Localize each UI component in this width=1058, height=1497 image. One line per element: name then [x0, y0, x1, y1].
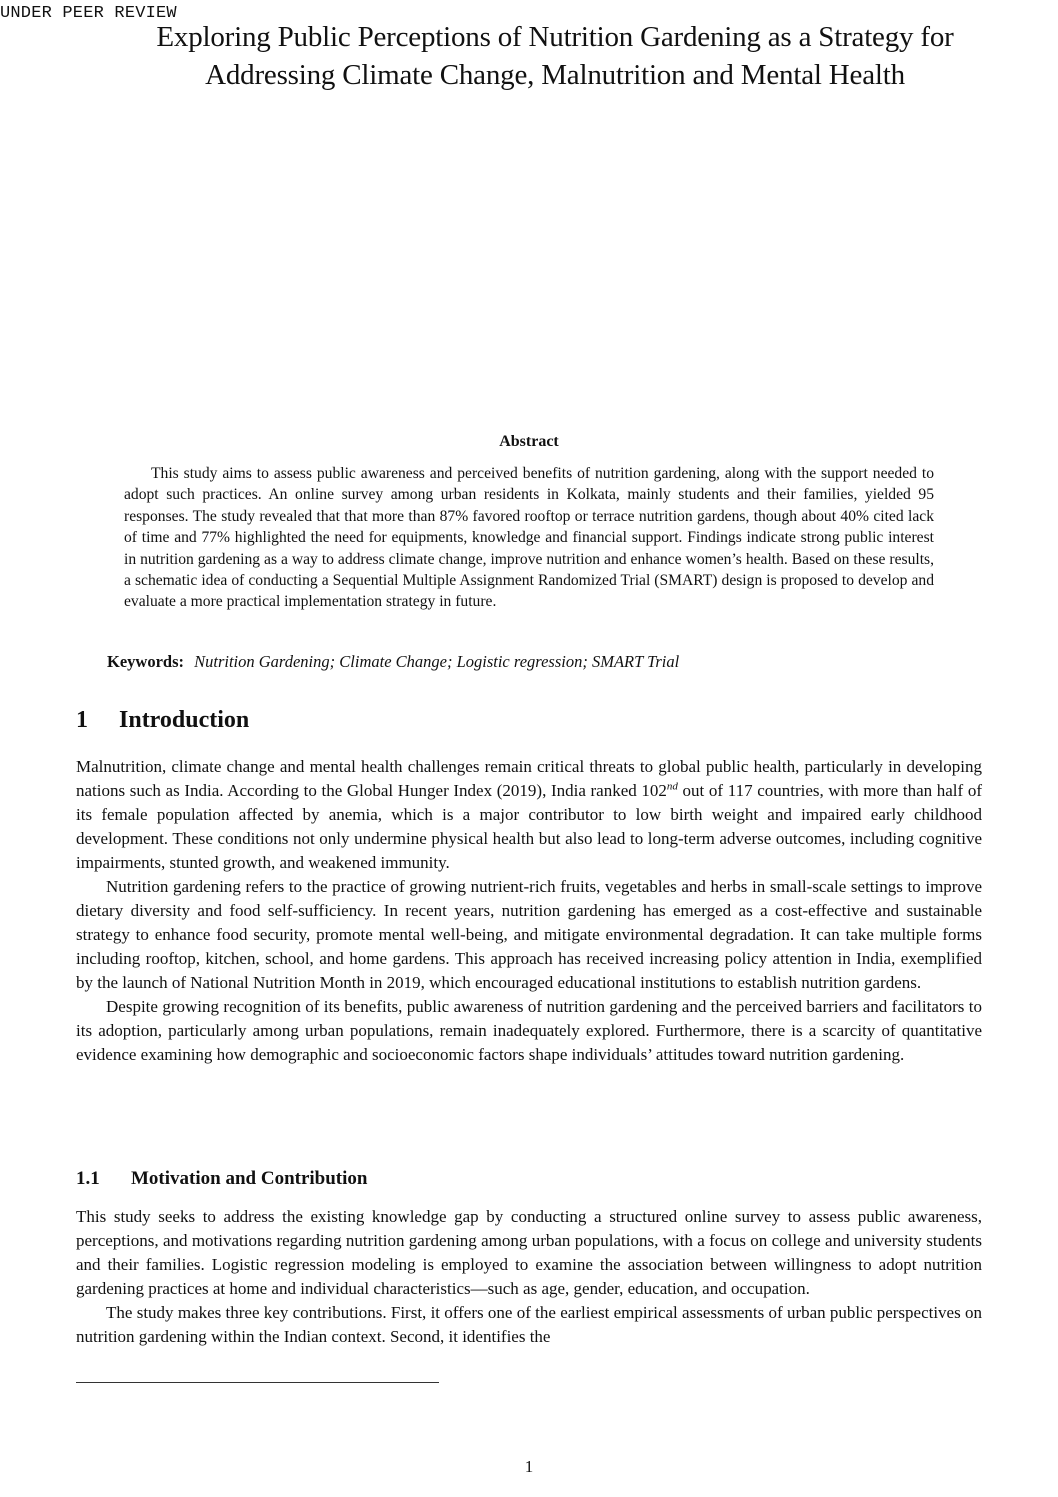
title-line-1: Exploring Public Perceptions of Nutrition Gardening as a Strategy for — [156, 21, 954, 53]
motivation-body — [76, 1205, 982, 1349]
keywords-label: Keywords: — [107, 652, 184, 671]
paper-title — [60, 18, 1050, 94]
subsection-heading-motivation — [76, 1166, 367, 1192]
intro-paragraph-2: Nutrition gardening refers to the practice of growing nutrient-rich fruits, vegetables and herbs in small-scale settings to improve dietary diversity and food self-sufficiency. In recent years, nutrition gardening has emerged as a cost-effective and sustainable strategy to enhance food security, promote mental well-being, and mitigate environmental degradation. It can take multiple forms including rooftop, kitchen, school, and home gardens. This approach has received increasing policy attention in India, exemplified by the launch of National Nutrition Month in 2019, which encouraged educational institutions to establish nutrition gardens. — [76, 877, 982, 992]
subsection-number: 1.1 — [76, 1168, 100, 1189]
title-line-2: Addressing Climate Change, Malnutrition and Mental Health — [205, 59, 905, 91]
footnote-divider — [76, 1382, 439, 1383]
intro-paragraph-1 — [76, 755, 982, 875]
keywords — [107, 651, 679, 673]
intro-p1-text-a: Malnutrition, climate change and mental health challenges remain critical threats to global public health, particularly in developing nations such as India. According to the Global Hunger Index (2019), India ranked 102 — [76, 757, 982, 800]
section-number: 1 — [76, 707, 88, 733]
section-title: Introduction — [119, 707, 250, 733]
motivation-paragraph-2: The study makes three key contributions. First, it offers one of the earliest empirical assessments of urban public perspectives on nutrition gardening within the Indian context. Second, it identifies the — [76, 1303, 982, 1346]
subsection-title: Motivation and Contribution — [131, 1168, 368, 1189]
motivation-paragraph-1: This study seeks to address the existing knowledge gap by conducting a structured online survey to assess public awareness, perceptions, and motivations regarding nutrition gardening among urban populations, with a focus on college and university students and their families. Logistic regression modeling is employed to examine the association between willingness to adopt nutrition gardening practices at home and individual characteristics—such as age, gender, education, and occupation. — [76, 1207, 982, 1298]
intro-p1-text-b: out of 117 countries, with more than half of its female population affected by anemia, which is a major contributor to low birth weight and impaired early childhood development. These conditions not only undermine physical health but also lead to long-term adverse outcomes, including cognitive impairments, stunted growth, and weakened immunity. — [76, 781, 982, 872]
page-number: 1 — [524, 1457, 534, 1476]
ordinal-superscript: nd — [666, 780, 678, 793]
abstract-text: This study aims to assess public awareness and perceived benefits of nutrition gardening, along with the support needed to adopt such practices. An online survey among urban residents in Kolkata, mainly students and their families, yielded 95 responses. The study revealed that that more than 87% favored rooftop or terrace nutrition gardens, though about 40% cited lack of time and 77% highlighted the need for equipments, knowledge and financial support. Findings indicate strong public interest in nutrition gardening as a way to address climate change, improve nutrition and enhance women’s health. Based on these results, a schematic idea of conducting a Sequential Multiple Assignment Randomized Trial (SMART) design is proposed to develop and evaluate a more practical implementation strategy in future. — [124, 465, 934, 611]
keywords-list: Nutrition Gardening; Climate Change; Logistic regression; SMART Trial — [194, 652, 680, 671]
introduction-body — [76, 755, 982, 1067]
section-heading-introduction — [76, 704, 249, 736]
intro-paragraph-3: Despite growing recognition of its benefits, public awareness of nutrition gardening and the perceived barriers and facilitators to its adoption, particularly among urban populations, remain inadequately explored. Furthermore, there is a scarcity of quantitative evidence examining how demographic and socioeconomic factors shape individuals’ attitudes toward nutrition gardening. — [76, 997, 982, 1064]
abstract-heading: Abstract — [499, 433, 559, 450]
peer-review-watermark: UNDER PEER REVIEW — [0, 4, 177, 23]
